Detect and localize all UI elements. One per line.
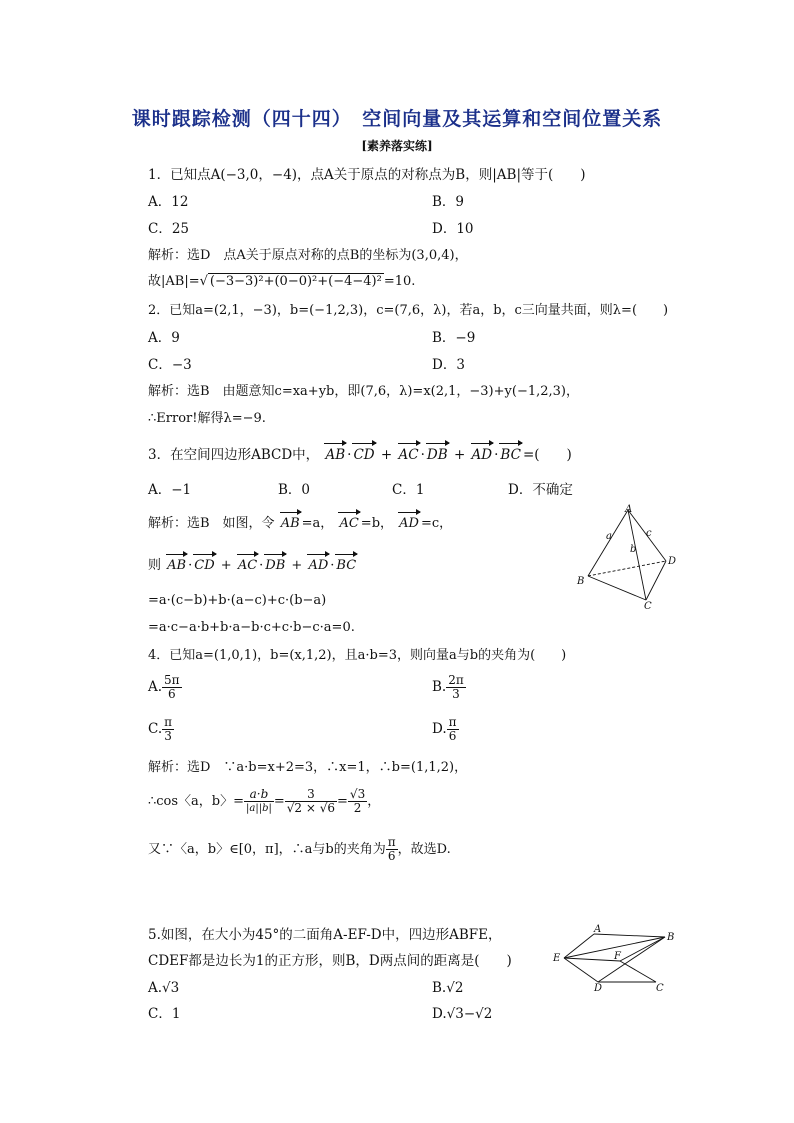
q4-solution-line2 <box>148 788 380 815</box>
edge-ae <box>564 934 594 958</box>
q4-a-label: A. <box>148 679 163 695</box>
q4-sol3-den: 6 <box>387 849 396 863</box>
q4-d-num: π <box>448 715 457 729</box>
q1-sol2-prefix: 故|AB|= <box>148 274 200 289</box>
vector-db: DB <box>426 447 448 463</box>
vector-bc: BC <box>336 558 357 573</box>
q3-option-c: C．1 <box>392 482 425 498</box>
edge-bf <box>620 937 665 961</box>
q3-stem-suffix: =( ) <box>522 447 572 463</box>
q4-b-fraction <box>446 674 466 701</box>
q4-d-den: 6 <box>448 729 457 743</box>
edge-ed <box>564 958 598 982</box>
q1-option-a: A．12 <box>148 194 189 210</box>
label-d: D <box>594 983 603 994</box>
q4-b-num: 2π <box>448 673 464 687</box>
edge-ab <box>588 510 628 576</box>
vector-cd: CD <box>194 558 215 573</box>
dot-op: · <box>188 558 193 573</box>
q4-option-a <box>148 674 182 701</box>
plus-op: + <box>380 447 393 463</box>
q4-b-label: B. <box>432 679 447 695</box>
section-subtitle: [素养落实练] <box>361 139 433 153</box>
edge-fc <box>620 961 656 982</box>
dihedral-angle-figure <box>550 924 680 994</box>
plus-op: + <box>220 558 232 573</box>
edge-bd-hidden <box>588 561 666 576</box>
dot-op: · <box>347 447 352 463</box>
q3-option-b: B．0 <box>278 482 311 498</box>
q4-stem: 4．已知a=(1,0,1)，b=(x,1,2)，且a·b=3，则向量a与b的夹角为( ) <box>148 648 567 663</box>
dot-op: · <box>330 558 335 573</box>
q1-sol2-radicand: (−3−3)²+(0−0)²+(−4−4)² <box>209 274 382 289</box>
vector-bc: BC <box>500 447 521 463</box>
q3-solution-line2 <box>148 557 358 575</box>
label-vec-a: a <box>606 531 612 542</box>
label-d: D <box>668 556 677 567</box>
q4-solution-line3 <box>148 836 451 863</box>
q1-stem: 1．已知点A(−3,0，−4)，点A关于原点的对称点为B，则|AB|等于( ) <box>148 167 586 183</box>
q2-option-b: B．−9 <box>432 330 476 346</box>
plus-op: + <box>291 558 303 573</box>
q2-option-a: A．9 <box>148 330 180 346</box>
vector-cd: CD <box>353 447 375 463</box>
vector-ac: AC <box>237 558 258 573</box>
equals: = <box>337 794 348 809</box>
edge-ef <box>564 958 620 961</box>
vector-ad: AD <box>399 516 419 531</box>
q2-stem: 2．已知a=(2,1，−3)，b=(−1,2,3)，c=(7,6，λ)，若a，b，c三向量共面，则λ=( ) <box>148 303 669 318</box>
q4-sol3-num: π <box>387 835 396 849</box>
q5-option-c: C．1 <box>148 1006 181 1022</box>
q4-c-num: π <box>164 715 173 729</box>
sqrt-sign: √ <box>199 274 208 289</box>
q3-option-d: D．不确定 <box>508 482 573 498</box>
q4-f2-num: 3 <box>285 788 337 802</box>
q1-solution-line1: 解析：选D 点A关于原点对称的点B的坐标为(3,0,4)， <box>148 248 468 263</box>
q4-sol3-prefix: 又∵〈a，b〉∈[0，π]，∴a与b的夹角为 <box>148 842 386 857</box>
q1-option-d: D．10 <box>432 221 474 237</box>
label-vec-b: b <box>630 544 637 555</box>
q4-a-num: 5π <box>164 673 180 687</box>
q5-option-b: B.√2 <box>432 980 464 996</box>
q3-stem-prefix: 3．在空间四边形ABCD中， <box>148 447 320 463</box>
tetrahedron-figure <box>574 504 684 610</box>
edge-cd <box>646 561 666 600</box>
dot-op: · <box>259 558 264 573</box>
q4-frac1 <box>244 788 274 815</box>
vector-ab: AB <box>280 516 300 531</box>
edge-ab <box>594 934 665 937</box>
q3-solution-line1 <box>148 515 452 533</box>
page-title: 课时跟踪检测（四十四） 空间向量及其运算和空间位置关系 <box>131 108 663 130</box>
q3-eq-b: =b， <box>360 516 394 531</box>
q3-eq-c: =c， <box>420 516 453 531</box>
edge-ac <box>628 510 646 600</box>
label-b: B <box>667 932 675 943</box>
equals: = <box>273 794 285 809</box>
vector-ab: AB <box>325 447 346 463</box>
q2-solution-line1: 解析：选B 由题意知c=xa+yb，即(7,6，λ)=x(2,1，−3)+y(−1,2,3)， <box>148 384 579 399</box>
q1-option-c: C．25 <box>148 221 190 237</box>
q4-frac3 <box>348 788 367 815</box>
q2-solution-line2: ∴Error!解得λ=−9. <box>148 411 266 426</box>
edge-bc <box>588 576 646 600</box>
q5-stem-line1: 5.如图，在大小为45°的二面角A-EF-D中，四边形ABFE， <box>148 927 502 943</box>
q4-option-d <box>432 716 459 743</box>
q4-f1-num: a·b <box>244 788 274 802</box>
q4-frac2 <box>285 788 337 815</box>
dot-op: · <box>494 447 499 463</box>
q4-option-c <box>148 716 174 743</box>
q3-then: 则 <box>148 558 162 573</box>
q4-f2-den: √2 × √6 <box>286 801 336 815</box>
q5-option-a: A.√3 <box>148 980 180 996</box>
label-c: C <box>656 983 664 994</box>
q3-eq-a: =a， <box>301 516 334 531</box>
q4-f1-den: |a||b| <box>246 803 272 814</box>
vector-ac: AC <box>398 447 419 463</box>
q2-option-d: D．3 <box>432 357 465 373</box>
q3-sol-prefix: 解析：选B 如图，令 <box>148 516 275 531</box>
plus-op: + <box>453 447 466 463</box>
q4-d-label: D. <box>432 721 447 737</box>
label-c: C <box>644 601 652 610</box>
label-a: A <box>594 924 602 935</box>
q4-a-fraction <box>162 674 182 701</box>
label-e: E <box>553 953 561 964</box>
q4-b-den: 3 <box>452 687 460 701</box>
vector-ac: AC <box>339 516 359 531</box>
q1-solution-line2 <box>148 273 415 291</box>
vector-db: DB <box>265 558 286 573</box>
vector-ab: AB <box>167 558 187 573</box>
label-vec-c: c <box>646 528 652 539</box>
q4-c-label: C. <box>148 721 163 737</box>
q3-solution-line4: =a·c−a·b+b·a−b·c+c·b−c·a=0. <box>148 620 355 635</box>
q3-solution-line3: =a·(c−b)+b·(a−c)+c·(b−a) <box>148 593 327 608</box>
q3-stem <box>148 446 572 464</box>
q1-option-b: B．9 <box>432 194 465 210</box>
q4-solution-line1: 解析：选D ∵a·b=x+2=3，∴x=1，∴b=(1,1,2)， <box>148 760 468 775</box>
q4-option-b <box>432 674 466 701</box>
q4-f3-num: √3 <box>349 787 366 801</box>
q3-option-a: A．−1 <box>148 482 192 498</box>
q4-f3-den: 2 <box>353 801 362 815</box>
q5-option-d: D.√3−√2 <box>432 1006 493 1022</box>
q4-cos-prefix: ∴cos〈a，b〉= <box>148 794 245 809</box>
q5-stem-line2: CDEF都是边长为1的正方形，则B，D两点间的距离是( ) <box>148 953 512 969</box>
q4-sol2-suffix: ， <box>367 794 381 809</box>
label-f: F <box>614 951 621 962</box>
q4-c-den: 3 <box>164 729 172 743</box>
label-a: A <box>625 504 633 515</box>
label-b: B <box>577 576 585 587</box>
dot-op: · <box>420 447 425 463</box>
q4-c-fraction <box>162 716 174 743</box>
q4-a-den: 6 <box>167 687 176 701</box>
vector-ad: AD <box>308 558 329 573</box>
q4-sol3-suffix: ，故选D. <box>397 842 451 857</box>
q4-d-fraction <box>447 716 459 743</box>
q1-sol2-result: =10. <box>383 274 416 289</box>
q4-sol3-fraction <box>386 836 398 863</box>
q2-option-c: C．−3 <box>148 357 192 373</box>
vector-ad: AD <box>471 447 493 463</box>
